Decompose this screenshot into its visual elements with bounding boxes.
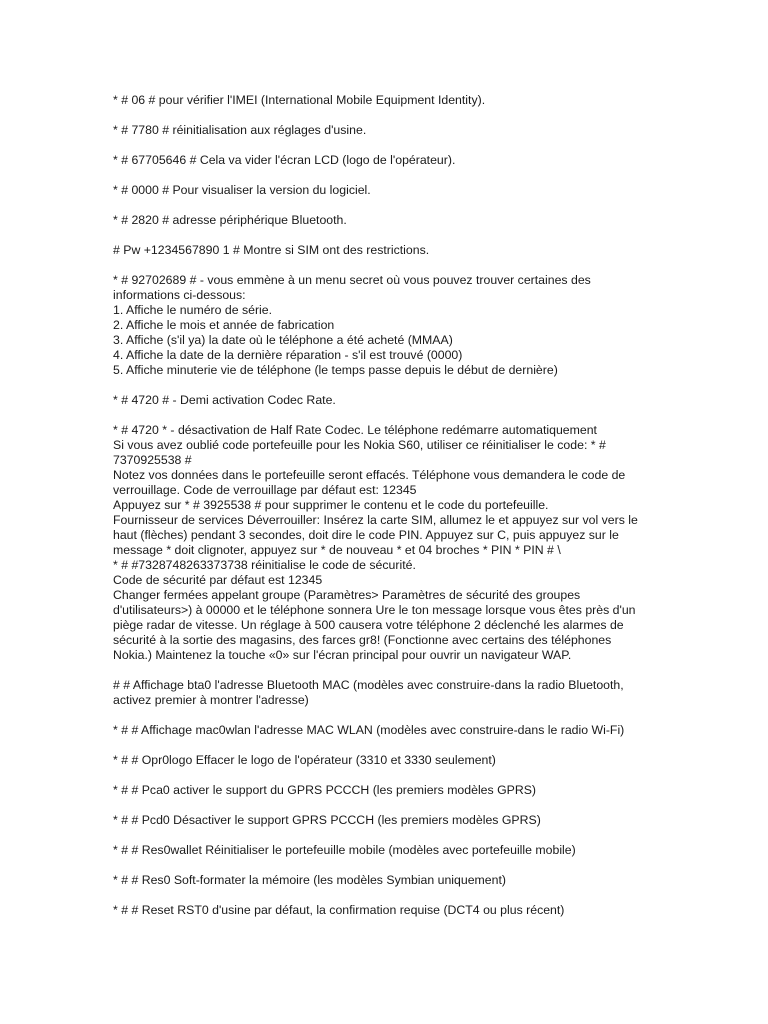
text-line: * # # Opr0logo Effacer le logo de l'opérateur (3310 et 3330 seulement) bbox=[113, 753, 496, 767]
text-line: Nokia.) Maintenez la touche «0» sur l'écran principal pour ouvrir un navigateur WAP. bbox=[113, 648, 572, 662]
text-paragraph bbox=[113, 813, 653, 828]
text-line: 3. Affiche (s'il ya) la date où le téléphone a été acheté (MMAA) bbox=[113, 333, 453, 347]
text-line: # Pw +1234567890 1 # Montre si SIM ont des restrictions. bbox=[113, 243, 430, 257]
text-paragraph bbox=[113, 753, 653, 768]
text-line: d'utilisateurs>) à 00000 et le téléphone sonnera Ure le ton message lorsque vous êtes près d'un bbox=[113, 603, 636, 617]
text-line: * # 67705646 # Cela va vider l'écran LCD (logo de l'opérateur). bbox=[113, 153, 456, 167]
text-line: piège radar de vitesse. Un réglage à 500 causera votre téléphone 2 déclenché les alarmes de bbox=[113, 618, 624, 632]
text-line: * # # Pca0 activer le support du GPRS PCCCH (les premiers modèles GPRS) bbox=[113, 783, 537, 797]
text-line: * # 0000 # Pour visualiser la version du logiciel. bbox=[113, 183, 371, 197]
text-line: * # # Reset RST0 d'usine par défaut, la confirmation requise (DCT4 ou plus récent) bbox=[113, 903, 565, 917]
text-paragraph bbox=[113, 783, 653, 798]
text-line: sécurité à la sortie des magasins, des farces gr8! (Fonctionne avec certains des téléphones bbox=[113, 633, 612, 647]
text-paragraph bbox=[113, 678, 653, 708]
text-line: * # 06 # pour vérifier l'IMEI (International Mobile Equipment Identity). bbox=[113, 93, 486, 107]
text-line: Appuyez sur * # 3925538 # pour supprimer le contenu et le code du portefeuille. bbox=[113, 498, 549, 512]
text-line: Fournisseur de services Déverrouiller: Insérez la carte SIM, allumez le et appuyez sur vol vers le bbox=[113, 513, 638, 527]
text-line: message * doit clignoter, appuyez sur * de nouveau * et 04 broches * PIN * PIN # \ bbox=[113, 543, 561, 557]
text-line: * # # Pcd0 Désactiver le support GPRS PCCCH (les premiers modèles GPRS) bbox=[113, 813, 541, 827]
text-line: 4. Affiche la date de la dernière réparation - s'il est trouvé (0000) bbox=[113, 348, 463, 362]
text-line: * # # Res0 Soft-formater la mémoire (les modèles Symbian uniquement) bbox=[113, 873, 506, 887]
text-paragraph bbox=[113, 393, 653, 408]
text-line: * # 92702689 # - vous emmène à un menu secret où vous pouvez trouver certaines des bbox=[113, 273, 591, 287]
text-line: 7370925538 # bbox=[113, 453, 192, 467]
text-line: * # 4720 # - Demi activation Codec Rate. bbox=[113, 393, 336, 407]
text-line: # # Affichage bta0 l'adresse Bluetooth MAC (modèles avec construire-dans la radio Bluetooth, bbox=[113, 678, 624, 692]
text-line: 1. Affiche le numéro de série. bbox=[113, 303, 273, 317]
text-line: * # 2820 # adresse périphérique Bluetooth. bbox=[113, 213, 347, 227]
text-paragraph bbox=[113, 873, 653, 888]
text-paragraph bbox=[113, 213, 653, 228]
text-paragraph bbox=[113, 153, 653, 168]
text-paragraph bbox=[113, 123, 653, 138]
text-line: 2. Affiche le mois et année de fabrication bbox=[113, 318, 335, 332]
text-line: Si vous avez oublié code portefeuille pour les Nokia S60, utiliser ce réinitialiser le code: * # bbox=[113, 438, 606, 452]
text-paragraph bbox=[113, 843, 653, 858]
text-paragraph bbox=[113, 423, 653, 663]
text-line: * # # Res0wallet Réinitialiser le portefeuille mobile (modèles avec portefeuille mobile) bbox=[113, 843, 576, 857]
text-line: * # 7780 # réinitialisation aux réglages d'usine. bbox=[113, 123, 367, 137]
text-line: * # #7328748263373738 réinitialise le code de sécurité. bbox=[113, 558, 416, 572]
text-line: Notez vos données dans le portefeuille seront effacés. Téléphone vous demandera le code de bbox=[113, 468, 626, 482]
text-line: Code de sécurité par défaut est 12345 bbox=[113, 573, 323, 587]
document-page bbox=[113, 93, 653, 933]
text-line: * # 4720 * - désactivation de Half Rate Codec. Le téléphone redémarre automatiquement bbox=[113, 423, 597, 437]
text-line: 5. Affiche minuterie vie de téléphone (le temps passe depuis le début de dernière) bbox=[113, 363, 558, 377]
text-paragraph bbox=[113, 723, 653, 738]
text-line: * # # Affichage mac0wlan l'adresse MAC WLAN (modèles avec construire-dans le radio Wi-Fi) bbox=[113, 723, 625, 737]
text-line: haut (flèches) pendant 3 secondes, doit dire le code PIN. Appuyez sur C, puis appuyez sur le bbox=[113, 528, 619, 542]
text-paragraph bbox=[113, 243, 653, 258]
text-line: informations ci-dessous: bbox=[113, 288, 246, 302]
text-paragraph bbox=[113, 183, 653, 198]
text-line: verrouillage. Code de verrouillage par défaut est: 12345 bbox=[113, 483, 417, 497]
text-line: activez premier à montrer l'adresse) bbox=[113, 693, 309, 707]
text-paragraph bbox=[113, 273, 653, 378]
text-paragraph bbox=[113, 903, 653, 918]
text-paragraph bbox=[113, 93, 653, 108]
text-line: Changer fermées appelant groupe (Paramètres> Paramètres de sécurité des groupes bbox=[113, 588, 581, 602]
